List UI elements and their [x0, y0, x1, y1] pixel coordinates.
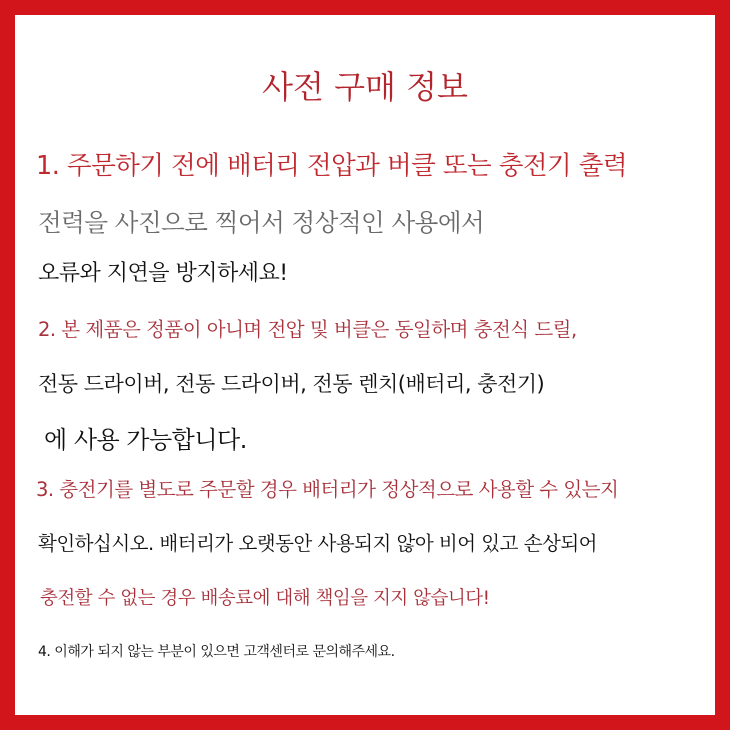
page-title: 사전 구매 정보 [262, 68, 468, 106]
notice-2-line-2: 전동 드라이버, 전동 드라이버, 전동 렌치(배터리, 충전기) [38, 372, 545, 396]
notice-3-line-1: 3. 충전기를 별도로 주문할 경우 배터리가 정상적으로 사용할 수 있는지 [36, 478, 619, 501]
notice-1-line-2: 전력을 사진으로 찍어서 정상적인 사용에서 [38, 208, 485, 237]
notice-2-line-3: 에 사용 가능합니다. [44, 426, 247, 454]
notice-1-line-3: 오류와 지연을 방지하세요! [38, 261, 288, 286]
notice-1-line-1: 1. 주문하기 전에 배터리 전압과 버클 또는 충전기 출력 [36, 151, 627, 181]
notice-3-line-2: 확인하십시오. 배터리가 오랫동안 사용되지 않아 비어 있고 손상되어 [38, 532, 598, 555]
notice-3-line-3: 충전할 수 없는 경우 배송료에 대해 책임을 지지 않습니다! [40, 588, 490, 609]
notice-2-line-1: 2. 본 제품은 정품이 아니며 전압 및 버클은 동일하며 충전식 드릴, [38, 318, 577, 341]
notice-4-line-1: 4. 이해가 되지 않는 부분이 있으면 고객센터로 문의해주세요. [38, 644, 395, 660]
